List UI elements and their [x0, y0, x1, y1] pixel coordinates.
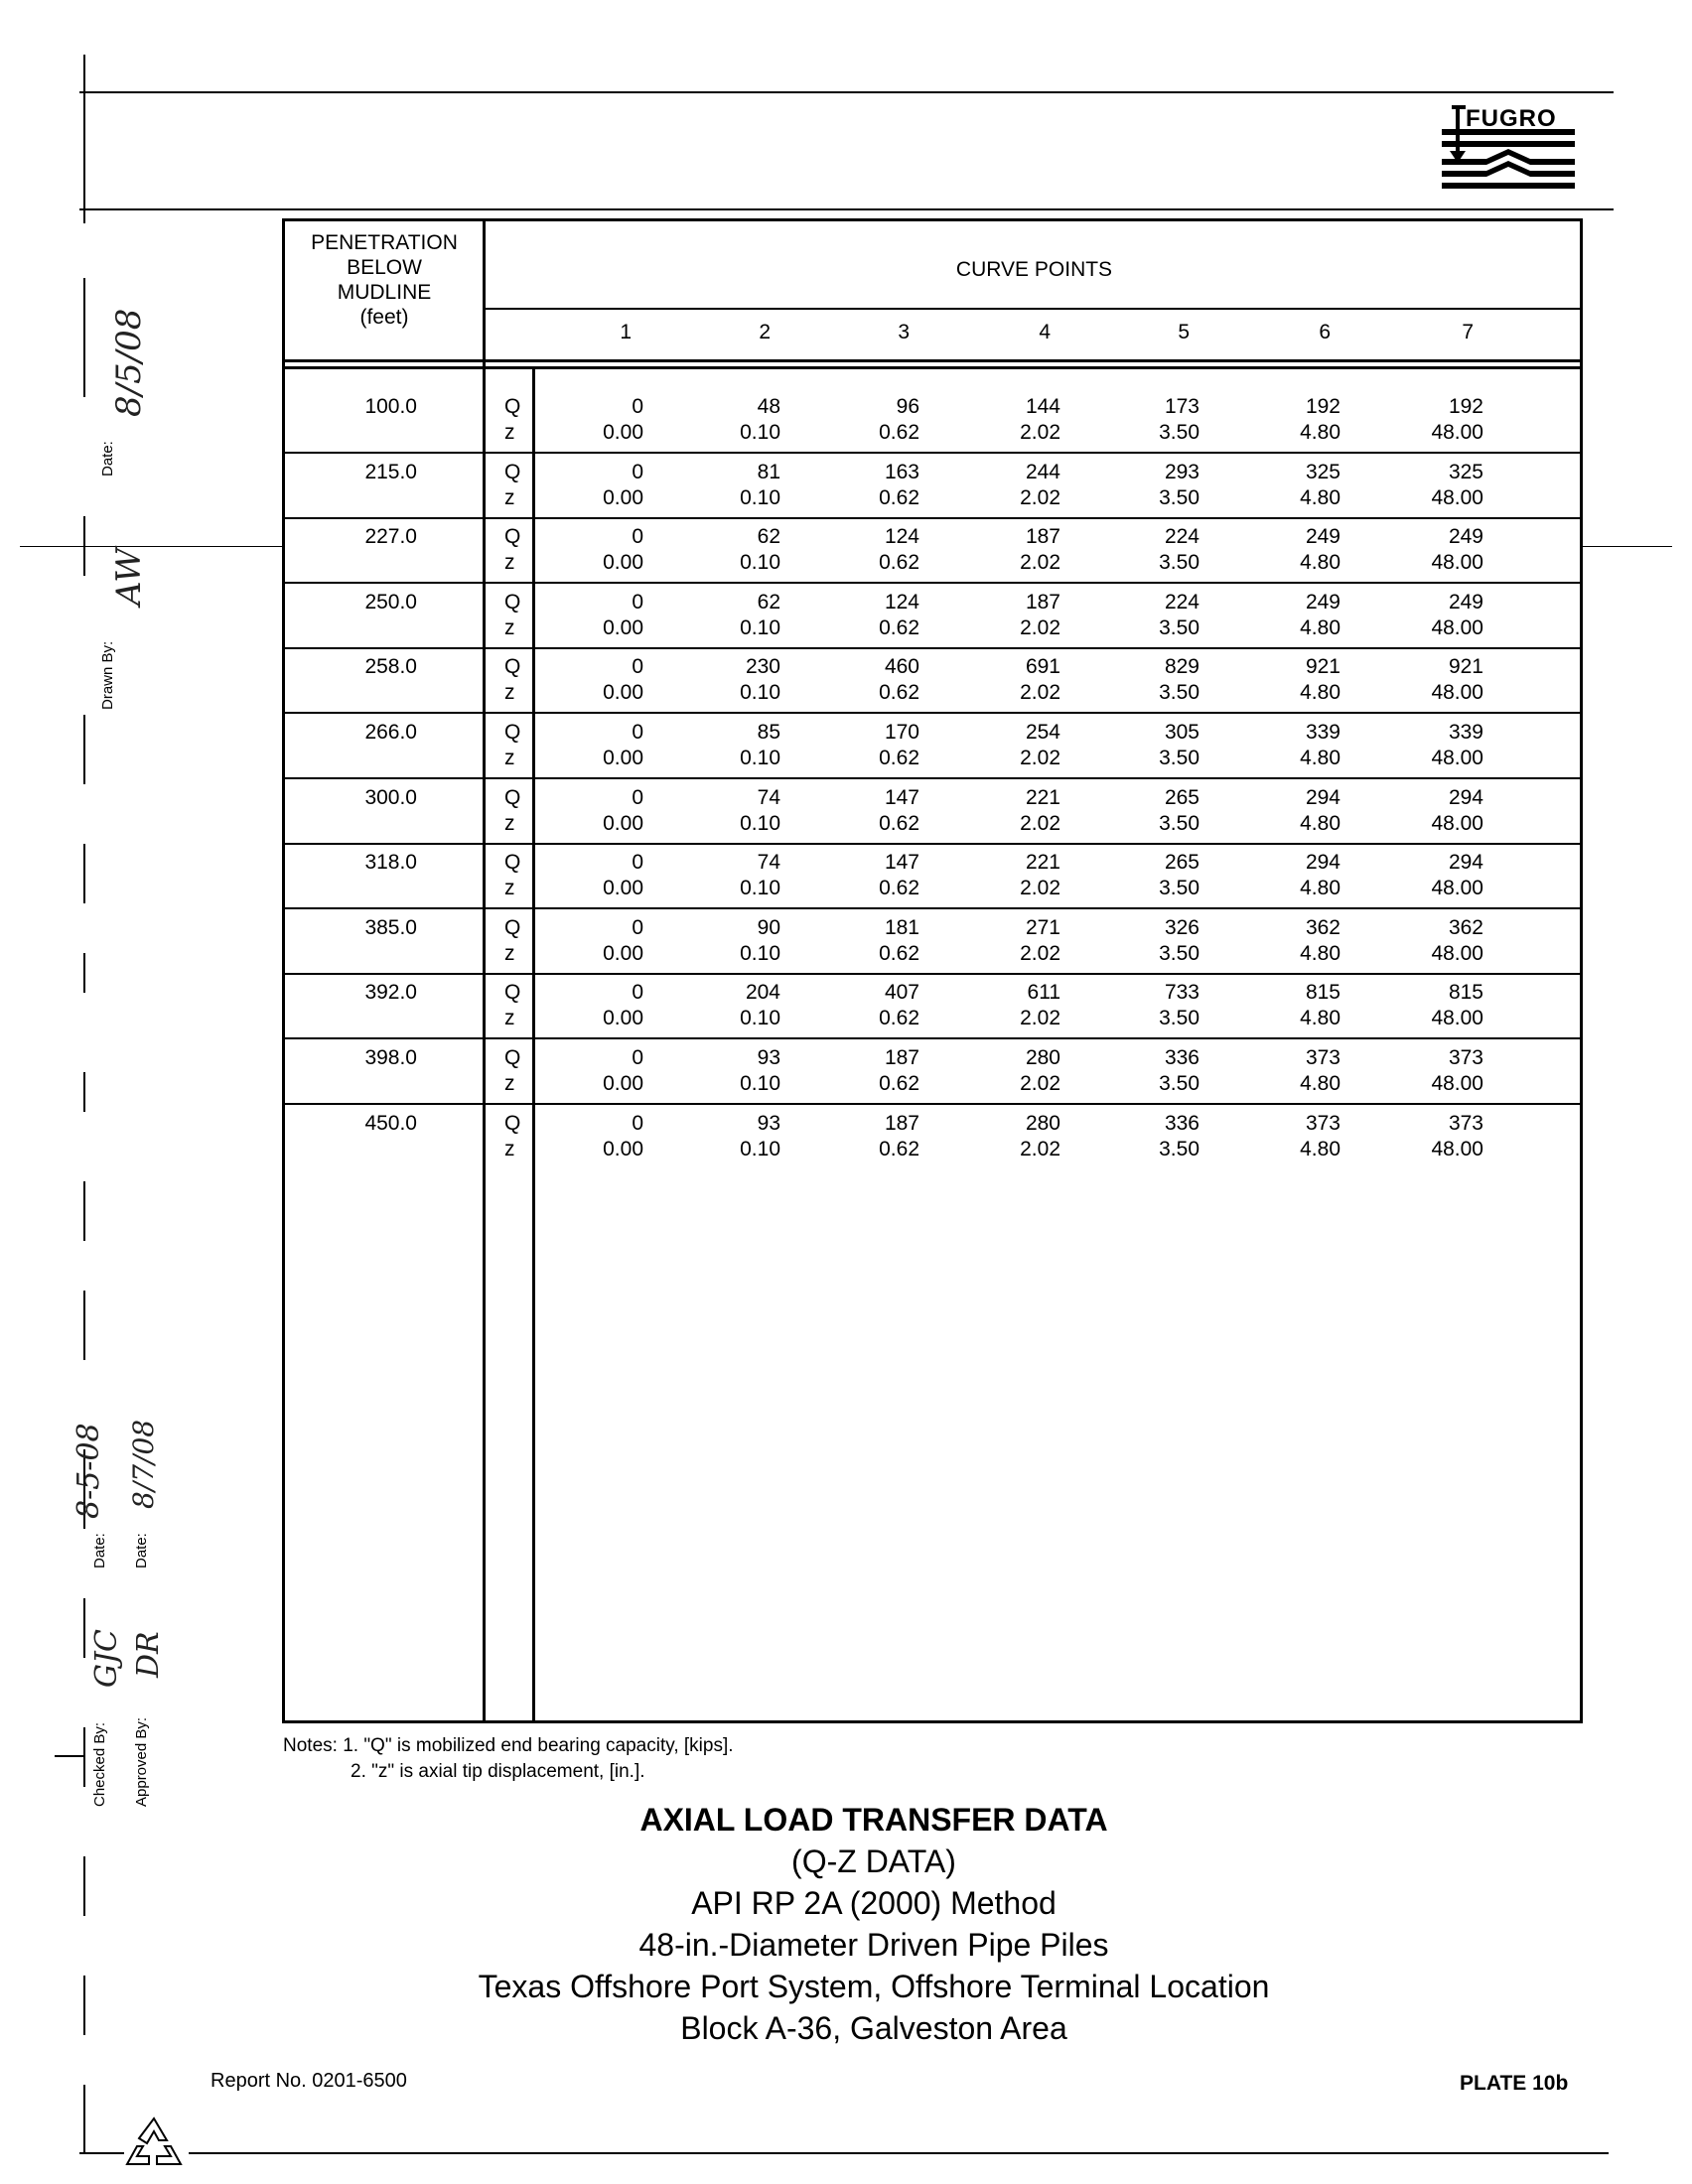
- q-label: Q: [504, 981, 521, 1005]
- q-value: 244: [1025, 460, 1060, 483]
- z-value: 4.80: [1300, 615, 1340, 639]
- q-value: 62: [757, 590, 780, 614]
- q-label: Q: [504, 395, 521, 418]
- z-value: 2.02: [1020, 941, 1060, 965]
- z-value: 3.50: [1159, 941, 1199, 965]
- q-label: Q: [504, 460, 521, 483]
- q-label: Q: [504, 655, 521, 679]
- z-value: 48.00: [1431, 615, 1483, 639]
- z-value: 0.62: [879, 877, 919, 900]
- margin-mark: [83, 2085, 85, 2154]
- z-value: 3.50: [1159, 551, 1199, 575]
- q-value: 0: [632, 525, 643, 549]
- penetration-value: 450.0: [364, 1111, 417, 1135]
- z-value: 0.10: [740, 551, 780, 575]
- curve-point-number: 6: [1319, 321, 1331, 343]
- top-rule: [79, 91, 1614, 93]
- checked-date-label: Date:: [91, 1533, 108, 1569]
- q-value: 187: [884, 1046, 919, 1069]
- z-value: 0.10: [740, 485, 780, 509]
- margin-mark: [83, 278, 85, 397]
- q-value: 192: [1305, 395, 1340, 418]
- q-value: 336: [1164, 1046, 1199, 1069]
- penetration-value: 250.0: [364, 590, 417, 614]
- z-value: 4.80: [1300, 681, 1340, 705]
- z-value: 48.00: [1431, 421, 1483, 444]
- q-value: 230: [745, 655, 780, 679]
- q-value: 0: [632, 1046, 643, 1069]
- plate-title: AXIAL LOAD TRANSFER DATA: [639, 1802, 1108, 1838]
- z-label: z: [504, 941, 515, 965]
- plate-subtitle-4: Texas Offshore Port System, Offshore Terminal Location: [478, 1969, 1270, 2004]
- row-separator: [282, 1103, 1583, 1105]
- q-value: 81: [757, 460, 780, 483]
- q-value: 0: [632, 981, 643, 1005]
- note-2: 2. "z" is axial tip displacement, [in.].: [351, 1761, 645, 1782]
- row-separator: [282, 907, 1583, 909]
- q-label: Q: [504, 1111, 521, 1135]
- drawn-date: 8/5/08: [109, 308, 149, 417]
- z-value: 2.02: [1020, 1007, 1060, 1030]
- z-value: 48.00: [1431, 877, 1483, 900]
- curve-points-header: CURVE POINTS: [955, 258, 1113, 281]
- z-value: 0.62: [879, 1007, 919, 1030]
- z-label: z: [504, 615, 515, 639]
- q-value: 336: [1164, 1111, 1199, 1135]
- approved-date: 8/7/08: [127, 1419, 160, 1509]
- z-value: 0.62: [879, 421, 919, 444]
- q-value: 204: [745, 981, 780, 1005]
- z-value: 0.00: [603, 485, 643, 509]
- margin-mark: [83, 953, 85, 993]
- z-value: 0.00: [603, 421, 643, 444]
- z-value: 4.80: [1300, 421, 1340, 444]
- penetration-value: 100.0: [364, 395, 417, 418]
- q-value: 293: [1164, 460, 1199, 483]
- q-value: 163: [884, 460, 919, 483]
- q-value: 224: [1164, 590, 1199, 614]
- q-value: 460: [884, 655, 919, 679]
- note-1: Notes: 1. "Q" is mobilized end bearing capacity, [kips].: [283, 1735, 734, 1756]
- q-value: 0: [632, 590, 643, 614]
- q-value: 170: [884, 721, 919, 744]
- q-value: 0: [632, 721, 643, 744]
- q-value: 362: [1448, 915, 1483, 939]
- header-line-curve-points: [486, 308, 1583, 310]
- z-value: 3.50: [1159, 747, 1199, 769]
- z-value: 3.50: [1159, 1072, 1199, 1095]
- penetration-header-line: PENETRATION: [311, 231, 458, 254]
- z-value: 0.00: [603, 941, 643, 965]
- z-value: 0.62: [879, 1072, 919, 1095]
- z-value: 4.80: [1300, 1007, 1340, 1030]
- z-value: 0.10: [740, 941, 780, 965]
- row-separator: [282, 647, 1583, 649]
- q-value: 93: [757, 1111, 780, 1135]
- q-label: Q: [504, 721, 521, 744]
- margin-mark: [83, 1976, 85, 2035]
- notes: [283, 1733, 734, 1785]
- z-value: 0.10: [740, 681, 780, 705]
- penetration-header-line: (feet): [359, 306, 409, 329]
- penetration-value: 392.0: [364, 981, 417, 1005]
- header-line-bottom-2: [282, 366, 1583, 369]
- q-value: 93: [757, 1046, 780, 1069]
- logo-text: FUGRO: [1466, 105, 1557, 132]
- plate-subtitle-2: API RP 2A (2000) Method: [691, 1885, 1057, 1921]
- plate-subtitle-3: 48-in.-Diameter Driven Pipe Piles: [638, 1927, 1109, 1963]
- q-value: 362: [1305, 915, 1340, 939]
- q-value: 829: [1164, 655, 1199, 679]
- mid-rule-left: [20, 546, 283, 547]
- q-value: 691: [1025, 655, 1060, 679]
- z-value: 48.00: [1431, 1137, 1483, 1160]
- z-value: 3.50: [1159, 421, 1199, 444]
- z-value: 0.00: [603, 1137, 643, 1160]
- q-label: Q: [504, 785, 521, 809]
- margin-mark: [83, 1598, 85, 1658]
- q-value: 249: [1448, 525, 1483, 549]
- z-value: 0.62: [879, 615, 919, 639]
- q-value: 48: [757, 395, 780, 418]
- q-value: 265: [1164, 851, 1199, 875]
- margin-tick: [55, 1755, 84, 1757]
- z-value: 4.80: [1300, 485, 1340, 509]
- z-value: 48.00: [1431, 1007, 1483, 1030]
- q-value: 90: [757, 915, 780, 939]
- curve-point-number: 4: [1039, 321, 1051, 343]
- z-value: 2.02: [1020, 485, 1060, 509]
- z-value: 0.10: [740, 1137, 780, 1160]
- curve-point-number: 3: [898, 321, 910, 343]
- z-label: z: [504, 747, 515, 769]
- q-value: 124: [884, 590, 919, 614]
- margin-mark: [83, 1291, 85, 1360]
- z-value: 0.62: [879, 941, 919, 965]
- q-value: 0: [632, 915, 643, 939]
- z-value: 0.62: [879, 681, 919, 705]
- z-label: z: [504, 811, 515, 835]
- q-value: 373: [1305, 1046, 1340, 1069]
- z-value: 2.02: [1020, 615, 1060, 639]
- z-value: 0.00: [603, 1072, 643, 1095]
- z-value: 4.80: [1300, 811, 1340, 835]
- z-value: 48.00: [1431, 1072, 1483, 1095]
- recycle-icon: [119, 2113, 189, 2172]
- fugro-logo: [1442, 101, 1575, 191]
- z-value: 0.10: [740, 1007, 780, 1030]
- curve-point-number: 2: [759, 321, 771, 343]
- z-value: 4.80: [1300, 747, 1340, 769]
- q-value: 249: [1305, 525, 1340, 549]
- q-value: 187: [1025, 525, 1060, 549]
- margin-mark: [83, 844, 85, 903]
- q-value: 192: [1448, 395, 1483, 418]
- penetration-value: 258.0: [364, 655, 417, 679]
- q-value: 611: [1027, 981, 1060, 1005]
- approved-date-label: Date:: [133, 1533, 150, 1569]
- q-value: 271: [1025, 915, 1060, 939]
- q-value: 181: [884, 915, 919, 939]
- z-value: 0.10: [740, 877, 780, 900]
- z-value: 0.62: [879, 1137, 919, 1160]
- row-separator: [282, 1037, 1583, 1039]
- approved-by-signature: DR: [131, 1631, 166, 1678]
- row-separator: [282, 452, 1583, 454]
- q-value: 254: [1025, 721, 1060, 744]
- penetration-header-line: BELOW: [347, 256, 422, 279]
- penetration-value: 300.0: [364, 785, 417, 809]
- z-label: z: [504, 1137, 515, 1160]
- z-value: 2.02: [1020, 421, 1060, 444]
- z-value: 0.62: [879, 551, 919, 575]
- q-value: 0: [632, 655, 643, 679]
- q-value: 187: [884, 1111, 919, 1135]
- q-label: Q: [504, 851, 521, 875]
- z-value: 0.00: [603, 681, 643, 705]
- z-value: 2.02: [1020, 747, 1060, 769]
- q-value: 407: [884, 981, 919, 1005]
- z-value: 3.50: [1159, 1137, 1199, 1160]
- z-value: 4.80: [1300, 1072, 1340, 1095]
- curve-point-number: 7: [1462, 321, 1474, 343]
- z-value: 0.00: [603, 615, 643, 639]
- left-margin-line-1: [83, 55, 85, 223]
- z-value: 48.00: [1431, 811, 1483, 835]
- z-value: 0.00: [603, 811, 643, 835]
- q-value: 280: [1025, 1046, 1060, 1069]
- q-value: 0: [632, 1111, 643, 1135]
- header-rule: [79, 208, 1614, 210]
- q-value: 921: [1448, 655, 1483, 679]
- q-value: 0: [632, 785, 643, 809]
- penetration-value: 318.0: [364, 851, 417, 875]
- margin-mark: [83, 715, 85, 784]
- q-value: 249: [1448, 590, 1483, 614]
- z-label: z: [504, 877, 515, 900]
- q-value: 373: [1305, 1111, 1340, 1135]
- row-separator: [282, 843, 1583, 845]
- checked-by-signature: GJC: [89, 1629, 124, 1688]
- z-value: 4.80: [1300, 877, 1340, 900]
- z-value: 0.10: [740, 747, 780, 769]
- checked-by-label: Checked By:: [91, 1721, 108, 1807]
- q-value: 815: [1305, 981, 1340, 1005]
- q-value: 265: [1164, 785, 1199, 809]
- q-value: 373: [1448, 1111, 1483, 1135]
- z-value: 3.50: [1159, 811, 1199, 835]
- q-value: 74: [757, 851, 780, 875]
- q-value: 733: [1164, 981, 1199, 1005]
- q-value: 187: [1025, 590, 1060, 614]
- row-separator: [282, 973, 1583, 975]
- report-number: Report No. 0201-6500: [211, 2070, 407, 2092]
- q-value: 815: [1448, 981, 1483, 1005]
- q-value: 173: [1164, 395, 1199, 418]
- checked-date: 8-5-08: [71, 1423, 106, 1519]
- z-value: 0.00: [603, 877, 643, 900]
- penetration-value: 266.0: [364, 721, 417, 744]
- z-value: 0.10: [740, 421, 780, 444]
- q-label: Q: [504, 525, 521, 549]
- z-value: 2.02: [1020, 1072, 1060, 1095]
- q-value: 147: [884, 785, 919, 809]
- q-value: 0: [632, 851, 643, 875]
- z-value: 0.62: [879, 811, 919, 835]
- q-value: 326: [1164, 915, 1199, 939]
- mid-rule-right: [1583, 546, 1672, 547]
- z-value: 4.80: [1300, 941, 1340, 965]
- z-label: z: [504, 485, 515, 509]
- z-value: 2.02: [1020, 877, 1060, 900]
- q-value: 339: [1448, 721, 1483, 744]
- row-separator: [282, 517, 1583, 519]
- q-value: 294: [1305, 851, 1340, 875]
- z-label: z: [504, 681, 515, 705]
- z-value: 2.02: [1020, 1137, 1060, 1160]
- z-value: 0.00: [603, 551, 643, 575]
- curve-point-number: 5: [1178, 321, 1190, 343]
- z-value: 48.00: [1431, 681, 1483, 705]
- penetration-value: 398.0: [364, 1046, 417, 1069]
- q-value: 339: [1305, 721, 1340, 744]
- penetration-header-line: MUDLINE: [337, 281, 432, 304]
- margin-mark: [83, 516, 85, 576]
- q-value: 144: [1025, 395, 1060, 418]
- z-value: 0.10: [740, 1072, 780, 1095]
- q-value: 249: [1305, 590, 1340, 614]
- q-value: 305: [1164, 721, 1199, 744]
- q-value: 221: [1025, 785, 1060, 809]
- q-value: 96: [896, 395, 919, 418]
- z-label: z: [504, 551, 515, 575]
- z-value: 48.00: [1431, 551, 1483, 575]
- q-value: 373: [1448, 1046, 1483, 1069]
- z-value: 0.00: [603, 747, 643, 769]
- qz-data-table: [282, 218, 1583, 1723]
- drawn-date-label: Date:: [99, 441, 116, 477]
- z-value: 2.02: [1020, 681, 1060, 705]
- z-value: 0.62: [879, 747, 919, 769]
- plate-number: PLATE 10b: [1460, 2072, 1569, 2095]
- q-value: 294: [1448, 785, 1483, 809]
- margin-mark: [83, 1856, 85, 1916]
- row-separator: [282, 712, 1583, 714]
- header-line-bottom-1: [282, 359, 1583, 362]
- approved-by-label: Approved By:: [133, 1716, 150, 1807]
- table-divider-qz: [532, 369, 535, 1723]
- z-value: 3.50: [1159, 615, 1199, 639]
- penetration-value: 215.0: [364, 460, 417, 483]
- q-value: 0: [632, 395, 643, 418]
- z-value: 0.62: [879, 485, 919, 509]
- z-value: 3.50: [1159, 681, 1199, 705]
- z-value: 3.50: [1159, 1007, 1199, 1030]
- curve-point-number: 1: [620, 321, 632, 343]
- z-label: z: [504, 1007, 515, 1030]
- q-value: 280: [1025, 1111, 1060, 1135]
- z-label: z: [504, 421, 515, 444]
- bottom-rule-left: [79, 2152, 124, 2154]
- q-value: 921: [1305, 655, 1340, 679]
- z-value: 4.80: [1300, 551, 1340, 575]
- margin-mark: [83, 1072, 85, 1112]
- plate-subtitle-5: Block A-36, Galveston Area: [680, 2010, 1067, 2046]
- q-label: Q: [504, 915, 521, 939]
- penetration-header: [288, 230, 481, 330]
- table-divider-penetration: [483, 218, 486, 1723]
- z-value: 0.10: [740, 811, 780, 835]
- q-value: 224: [1164, 525, 1199, 549]
- z-value: 3.50: [1159, 485, 1199, 509]
- margin-mark: [83, 1181, 85, 1241]
- penetration-value: 227.0: [364, 525, 417, 549]
- q-value: 62: [757, 525, 780, 549]
- q-value: 221: [1025, 851, 1060, 875]
- q-value: 294: [1305, 785, 1340, 809]
- penetration-value: 385.0: [364, 915, 417, 939]
- margin-mark: [83, 1727, 85, 1787]
- z-value: 3.50: [1159, 877, 1199, 900]
- z-value: 48.00: [1431, 485, 1483, 509]
- z-value: 2.02: [1020, 811, 1060, 835]
- q-value: 124: [884, 525, 919, 549]
- z-value: 48.00: [1431, 941, 1483, 965]
- q-value: 147: [884, 851, 919, 875]
- z-value: 2.02: [1020, 551, 1060, 575]
- q-label: Q: [504, 590, 521, 614]
- bottom-rule: [189, 2152, 1609, 2154]
- z-label: z: [504, 1072, 515, 1095]
- q-value: 325: [1448, 460, 1483, 483]
- row-separator: [282, 777, 1583, 779]
- q-label: Q: [504, 1046, 521, 1069]
- plate-subtitle-1: (Q-Z DATA): [791, 1843, 956, 1879]
- z-value: 48.00: [1431, 747, 1483, 769]
- q-value: 85: [757, 721, 780, 744]
- q-value: 74: [757, 785, 780, 809]
- z-value: 0.00: [603, 1007, 643, 1030]
- q-value: 325: [1305, 460, 1340, 483]
- z-value: 4.80: [1300, 1137, 1340, 1160]
- z-value: 0.10: [740, 615, 780, 639]
- drawn-by-signature: AW: [109, 547, 149, 606]
- row-separator: [282, 582, 1583, 584]
- q-value: 294: [1448, 851, 1483, 875]
- drawn-by-label: Drawn By:: [99, 640, 116, 710]
- q-value: 0: [632, 460, 643, 483]
